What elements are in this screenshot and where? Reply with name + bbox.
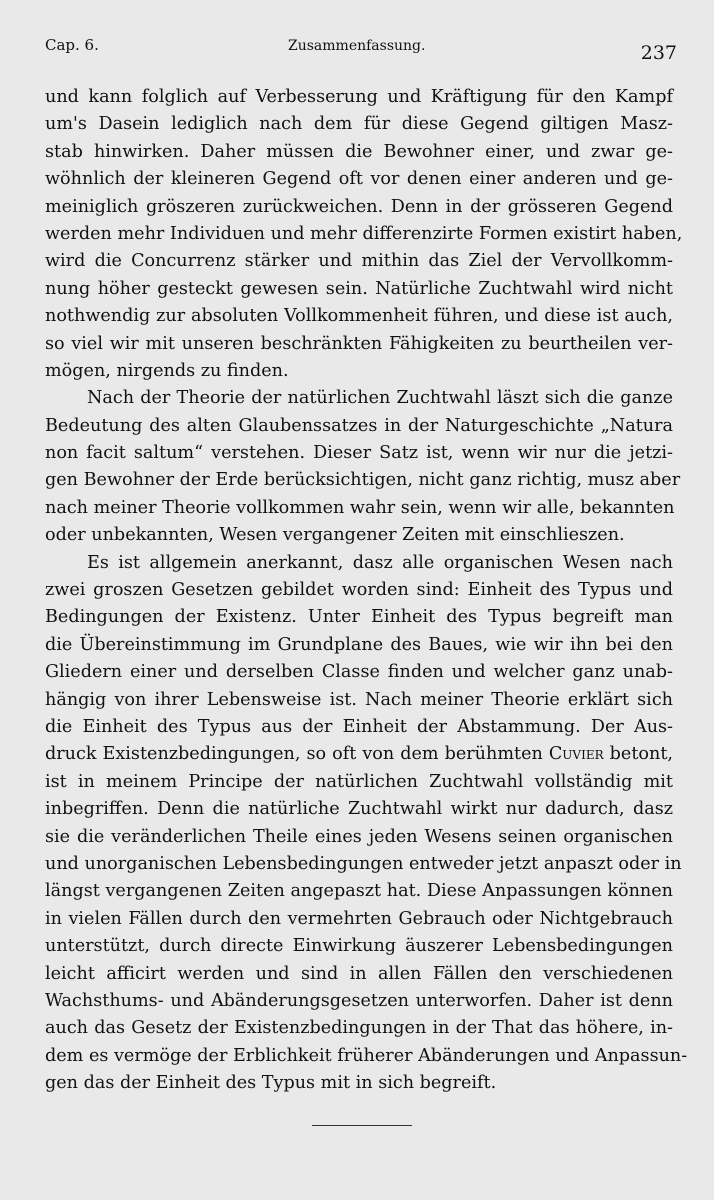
text-line: auch das Gesetz der Existenzbedingungen in der That das höhere, in- [45,1018,673,1039]
text-line: leicht afficirt werden und sind in allen Fällen den verschiedenen [45,963,673,984]
text-line: non facit saltum“ verstehen. Dieser Satz ist, wenn wir nur die jetzi- [45,443,673,464]
text-line: oder unbekannten, Wesen vergangener Zeiten mit einschlieszen. [45,525,625,546]
text-line: die Einheit des Typus aus der Einheit der Abstammung. Der Aus- [45,716,673,737]
text-line: und kann folglich auf Verbesserung und Kräftigung für den Kampf [45,87,673,107]
text-line: inbegriffen. Denn die natürliche Zuchtwahl wirkt nur dadurch, dasz [45,799,673,820]
text-line: Bedeutung des alten Glaubenssatzes in der Naturgeschichte „Natura [45,415,673,436]
chapter-label: Cap. 6. [45,36,99,54]
text-line: so viel wir mit unseren beschränkten Fähigkeiten zu beurtheilen ver- [45,333,673,354]
text-line: und unorganischen Lebensbedingungen entweder jetzt anpaszt oder in [45,853,682,874]
text-line: um's Dasein lediglich nach dem für diese Gegend giltigen Masz- [45,114,673,135]
text-line: nung höher gesteckt gewesen sein. Natürliche Zuchtwahl wird nicht [45,278,673,299]
text-line: sie die veränderlichen Theile eines jeden Wesens seinen organischen [45,826,673,847]
text-line: werden mehr Individuen und mehr differenzirte Formen existirt haben, [45,223,683,244]
text-line: Es ist allgemein anerkannt, dasz alle organischen Wesen nach [87,552,673,573]
text-line: gen das der Einheit des Typus mit in sich begreift. [45,1073,497,1094]
paragraph [45,550,688,1098]
text-line: nothwendig zur absoluten Vollkommenheit führen, und diese ist auch, [45,306,673,327]
text-line: nach meiner Theorie vollkommen wahr sein, wenn wir alle, bekannten [45,497,675,518]
paragraph [45,84,683,385]
text-line: wird die Concurrenz stärker und mithin das Ziel der Vervollkomm- [45,251,673,272]
text-line: Gliedern einer und derselben Classe finden und welcher ganz unab- [45,662,673,683]
text-line: unterstützt, durch directe Einwirkung äuszerer Lebensbedingungen [45,936,673,957]
text-line: in vielen Fällen durch den vermehrten Gebrauch oder Nichtgebrauch [45,908,673,929]
text-line: dem es vermöge der Erblichkeit früherer Abänderungen und Anpassun- [45,1045,688,1066]
text-line: längst vergangenen Zeiten angepaszt hat. Diese Anpassungen können [45,881,673,902]
paragraph [45,385,681,549]
author-name-smallcaps: Cuvier [548,744,604,765]
text-line: Wachsthums- und Abänderungsgesetzen unterworfen. Daher ist denn [45,990,673,1011]
text-line: Bedingungen der Existenz. Unter Einheit des Typus begreift man [45,607,673,628]
text-line: mögen, nirgends zu finden. [45,360,289,381]
text-line: zwei groszen Gesetzen gebildet worden sind: Einheit des Typus und [45,580,673,601]
text-line: stab hinwirken. Daher müssen die Bewohner einer, und zwar ge- [45,141,673,162]
text-line: hängig von ihrer Lebensweise ist. Nach meiner Theorie erklärt sich [45,689,673,710]
text-line: wöhnlich der kleineren Gegend oft vor denen einer anderen und ge- [45,169,673,190]
text-line: druck Existenzbedingungen, so oft von dem berühmten Cuvier betont, [45,744,673,765]
body-text [45,84,688,1097]
running-header [45,36,677,66]
text-line: ist in meinem Principe der natürlichen Zuchtwahl vollständig mit [45,771,673,792]
text-line: gen Bewohner der Erde berücksichtigen, nicht ganz richtig, musz aber [45,470,681,491]
text-line: die Übereinstimmung im Grundplane des Baues, wie wir ihn bei den [45,634,673,655]
end-rule [312,1125,412,1126]
page-number: 237 [640,42,677,64]
text-line: Nach der Theorie der natürlichen Zuchtwahl läszt sich die ganze [87,388,673,409]
text-line: meiniglich gröszeren zurückweichen. Denn in der grösseren Gegend [45,196,673,217]
running-title: Zusammenfassung. [288,38,426,54]
